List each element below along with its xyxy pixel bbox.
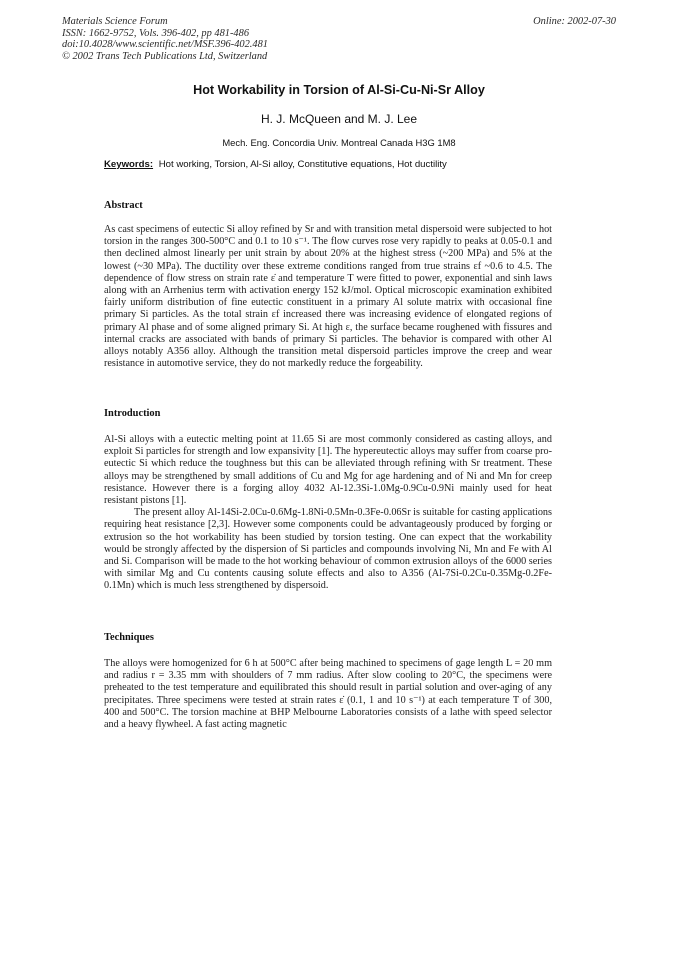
- paper-title: Hot Workability in Torsion of Al-Si-Cu-Ni-Sr Alloy: [193, 83, 485, 97]
- issn-line[interactable]: ISSN: 1662-9752, Vols. 396-402, pp 481-486: [62, 27, 250, 39]
- paper-authors: H. J. McQueen and M. J. Lee: [260, 112, 418, 126]
- doi-link[interactable]: doi:10.4028/www.scientific.net/MSF.396-402.481: [62, 39, 268, 51]
- journal-header: [62, 16, 268, 62]
- introduction-paragraph-2: The present alloy Al-14Si-2.0Cu-0.6Mg-1.8Ni-0.5Mn-0.3Fe-0.06Sr is suitable for casting applications requiring heat resistance [2,3]. However some components could be advantageously produced by forging or extrusion so the hot workability has been studied by torsion testing. One can expect that the workability would be strongly affected by the dispersion of Si particles and compounds involving Ni, Mn and Fe with Al and Si. Comparison will be made to the hot working behaviour of common extrusion alloys of the 6000 series with similar Mg and Cu contents causing solute effects and also to A356 (Al-7Si-0.2Cu-0.35Mg-0.2Fe-0.1Mn) which is much less strengthened by dispersoid.: [104, 507, 552, 592]
- introduction-text: [104, 434, 552, 593]
- keywords-list: Hot working, Torsion, Al-Si alloy, Constitutive equations, Hot ductility: [158, 159, 447, 170]
- keywords-line: [104, 159, 584, 170]
- techniques-paragraph: The alloys were homogenized for 6 h at 500°C after being machined to specimens of gage length L = 20 mm and radius r = 3.35 mm with shoulders of 7 mm radius. After slow cooling to 20°C, the specimens were preheated to the test temperature and equilibrated this should result in partial solution and over-aging of any precipitates. Three specimens were tested at strain rates ε̇ (0.1, 1 and 10 s⁻¹) at each temperature T of 300, 400 and 500°C. The torsion machine at BHP Melbourne Laboratories consists of a lathe with speed selector and a heavy flywheel. A fast acting magnetic: [104, 658, 552, 731]
- abstract-paragraph: As cast specimens of eutectic Si alloy refined by Sr and with transition metal dispersoid were subjected to hot torsion in the ranges 300-500°C and 0.1 to 10 s⁻¹. The flow curves rose very rapidly to peaks at 0.05-0.1 and then declined almost linearly per unit strain by about 20% at the highest stress (~200 MPa) and 5% at the lowest (~30 MPa). The ductility over these extreme conditions ranged from true strains εf ~0.6 to 4.5. The dependence of flow stress on strain rate ε̇ and temperature T were fitted to power, exponential and sinh laws along with an Arrhenius term with activation energy 152 kJ/mol. Optical microscopic examination exhibited fairly uniform distribution of fine eutectic constituent in a primary Al solute matrix with occasional fine primary Si particles. As the total strain εf increased there was increasing evidence of elongated regions of primary Al phase and of some aligned primary Si. At high ε, the surface became roughened with fissures and internal cracks are associated with bands of primary Si particles. The behavior is compared with other Al alloys notably A356 alloy. Although the transition metal dispersoid particles improve the creep and wear resistance in automotive service, they do not markedly reduce the forgeability.: [104, 224, 552, 370]
- abstract-text: [104, 224, 552, 370]
- author-affiliation: Mech. Eng. Concordia Univ. Montreal Canada H3G 1M8: [222, 137, 456, 148]
- abstract-heading: Abstract: [104, 200, 143, 211]
- keywords-label: Keywords:: [104, 159, 154, 170]
- introduction-heading: Introduction: [104, 408, 161, 419]
- techniques-text: [104, 658, 552, 731]
- techniques-heading: Techniques: [104, 632, 154, 643]
- introduction-paragraph-1: Al-Si alloys with a eutectic melting point at 11.65 Si are most commonly considered as casting alloys, and exploit Si particles for strength and low expansivity [1]. The hypereutectic alloys may suffer from coarse pro-eutectic Si which reduce the toughness but this can be alleviated through refining with Sr treatment. These alloys may be strengthened by small additions of Cu and Mg for age hardening and of Ni and Mn for creep resistance. However there is a forging alloy 4032 Al-12.3Si-1.0Mg-0.9Cu-0.9Ni mainly used for heat resistant pistons [1].: [104, 434, 552, 507]
- journal-name: Materials Science Forum: [62, 16, 168, 27]
- online-date: Online: 2002-07-30: [533, 16, 616, 27]
- copyright-line: © 2002 Trans Tech Publications Ltd, Switzerland: [62, 50, 268, 62]
